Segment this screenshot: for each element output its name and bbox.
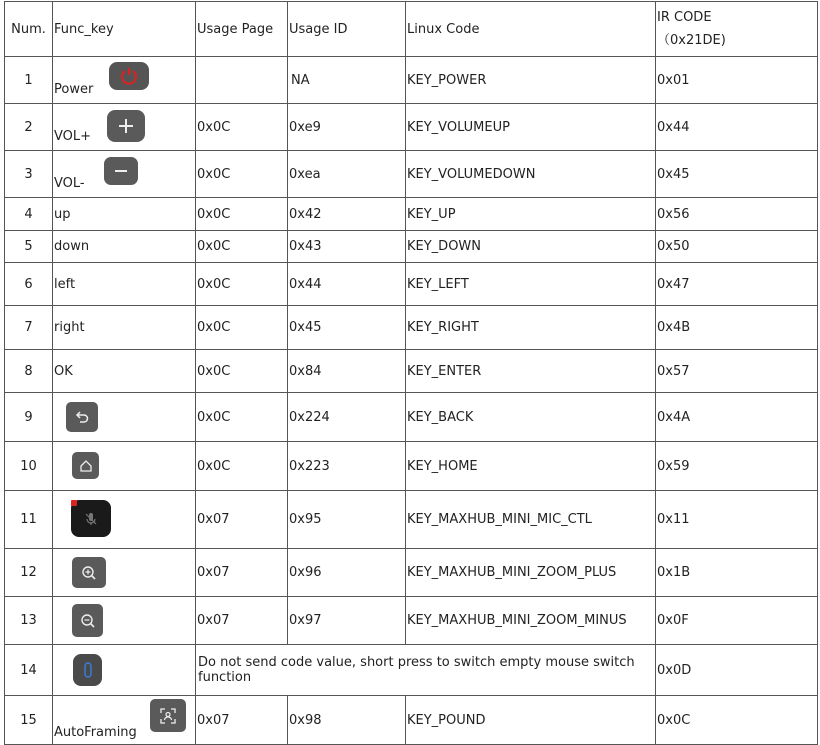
mic-mute-icon (71, 500, 111, 537)
back-icon (66, 402, 98, 432)
usage-id-cell: 0x97 (288, 597, 406, 645)
table-row (5, 442, 818, 491)
ir-code-cell: 0x56 (656, 198, 818, 231)
row-num: 9 (5, 393, 53, 442)
usage-page-cell: 0x07 (196, 549, 288, 597)
func-label: left (53, 263, 196, 306)
table-row (5, 263, 818, 306)
usage-id-cell: 0x84 (288, 350, 406, 393)
usage-id-cell: NA (288, 57, 406, 104)
usage-page-cell: 0x0C (196, 393, 288, 442)
table-row (5, 549, 818, 597)
plus-icon (107, 110, 145, 142)
header-func-key: Func_key (53, 2, 196, 57)
func-key-cell (53, 442, 196, 491)
func-key-cell (53, 696, 196, 745)
func-key-cell (53, 491, 196, 549)
func-label: up (53, 198, 196, 231)
usage-page-cell: 0x0C (196, 263, 288, 306)
func-key-cell (53, 597, 196, 645)
row-num: 10 (5, 442, 53, 491)
usage-id-cell: 0x98 (288, 696, 406, 745)
usage-page-cell: 0x0C (196, 198, 288, 231)
func-label: VOL- (54, 176, 85, 191)
row-num: 14 (5, 645, 53, 696)
zoom-in-icon (72, 557, 106, 588)
func-key-cell (53, 151, 196, 198)
func-key-cell (53, 645, 196, 696)
row-num: 8 (5, 350, 53, 393)
linux-code-cell: KEY_BACK (406, 393, 656, 442)
func-key-cell (53, 549, 196, 597)
key-mapping-table (4, 1, 818, 745)
table-row (5, 231, 818, 263)
header-ir-code (656, 2, 818, 57)
ir-code-cell: 0x0F (656, 597, 818, 645)
usage-page-cell: 0x0C (196, 231, 288, 263)
ir-code-cell: 0x59 (656, 442, 818, 491)
ir-code-cell: 0x57 (656, 350, 818, 393)
ir-code-cell: 0x50 (656, 231, 818, 263)
usage-id-cell: 0xe9 (288, 104, 406, 151)
ir-code-cell: 0x4B (656, 306, 818, 350)
linux-code-cell: KEY_VOLUMEDOWN (406, 151, 656, 198)
row-num: 1 (5, 57, 53, 104)
home-icon (72, 452, 99, 479)
header-usage-id: Usage ID (288, 2, 406, 57)
header-ir-code-line2: （0x21DE) (657, 33, 726, 48)
table-row (5, 645, 818, 696)
usage-id-cell: 0x96 (288, 549, 406, 597)
usage-page-cell: 0x0C (196, 442, 288, 491)
linux-code-cell: KEY_HOME (406, 442, 656, 491)
row-num: 2 (5, 104, 53, 151)
table-row (5, 306, 818, 350)
linux-code-cell: KEY_ENTER (406, 350, 656, 393)
ir-code-cell: 0x01 (656, 57, 818, 104)
linux-code-cell: KEY_POWER (406, 57, 656, 104)
usage-page-cell: 0x07 (196, 491, 288, 549)
usage-id-cell: 0x42 (288, 198, 406, 231)
linux-code-cell: KEY_MAXHUB_MINI_ZOOM_MINUS (406, 597, 656, 645)
func-label: AutoFraming (54, 725, 137, 740)
func-label: Power (54, 82, 94, 97)
mouse-icon (73, 654, 102, 686)
power-icon (109, 62, 149, 90)
func-label: right (53, 306, 196, 350)
usage-id-cell: 0x44 (288, 263, 406, 306)
func-label: OK (53, 350, 196, 393)
usage-id-cell: 0x224 (288, 393, 406, 442)
usage-id-cell: 0xea (288, 151, 406, 198)
table-row (5, 198, 818, 231)
func-key-cell (53, 104, 196, 151)
func-label: VOL+ (54, 129, 92, 144)
func-key-cell (53, 57, 196, 104)
usage-id-cell: 0x43 (288, 231, 406, 263)
table-row (5, 104, 818, 151)
ir-code-cell: 0x44 (656, 104, 818, 151)
linux-code-cell: KEY_MAXHUB_MINI_MIC_CTL (406, 491, 656, 549)
table-row (5, 393, 818, 442)
ir-code-cell: 0x0D (656, 645, 818, 696)
row-num: 5 (5, 231, 53, 263)
usage-page-cell: 0x0C (196, 151, 288, 198)
usage-page-cell: 0x0C (196, 350, 288, 393)
zoom-out-icon (72, 604, 103, 637)
linux-code-cell: KEY_RIGHT (406, 306, 656, 350)
row-num: 15 (5, 696, 53, 745)
minus-icon (104, 157, 138, 185)
row-num: 3 (5, 151, 53, 198)
usage-page-cell: 0x07 (196, 597, 288, 645)
table-row (5, 696, 818, 745)
linux-code-cell: KEY_MAXHUB_MINI_ZOOM_PLUS (406, 549, 656, 597)
ir-code-cell: 0x47 (656, 263, 818, 306)
merged-description: Do not send code value, short press to switch empty mouse switch function (196, 645, 656, 696)
usage-page-cell (196, 57, 288, 104)
table-row (5, 597, 818, 645)
row-num: 12 (5, 549, 53, 597)
header-linux-code: Linux Code (406, 2, 656, 57)
header-num: Num. (5, 2, 53, 57)
usage-page-cell: 0x0C (196, 104, 288, 151)
ir-code-cell: 0x11 (656, 491, 818, 549)
linux-code-cell: KEY_DOWN (406, 231, 656, 263)
func-key-cell (53, 393, 196, 442)
ir-code-cell: 0x1B (656, 549, 818, 597)
usage-id-cell: 0x95 (288, 491, 406, 549)
autoframing-icon (150, 699, 186, 732)
table-row (5, 491, 818, 549)
table-row (5, 57, 818, 104)
linux-code-cell: KEY_UP (406, 198, 656, 231)
usage-id-cell: 0x223 (288, 442, 406, 491)
row-num: 4 (5, 198, 53, 231)
func-label: down (53, 231, 196, 263)
row-num: 13 (5, 597, 53, 645)
mic-indicator-dot (71, 500, 77, 506)
row-num: 6 (5, 263, 53, 306)
ir-code-cell: 0x4A (656, 393, 818, 442)
usage-id-cell: 0x45 (288, 306, 406, 350)
linux-code-cell: KEY_LEFT (406, 263, 656, 306)
ir-code-cell: 0x45 (656, 151, 818, 198)
header-usage-page: Usage Page (196, 2, 288, 57)
header-ir-code-line1: IR CODE (657, 10, 712, 25)
usage-page-cell: 0x0C (196, 306, 288, 350)
linux-code-cell: KEY_POUND (406, 696, 656, 745)
table-row (5, 350, 818, 393)
table-row (5, 151, 818, 198)
row-num: 7 (5, 306, 53, 350)
row-num: 11 (5, 491, 53, 549)
header-row (5, 2, 818, 57)
usage-page-cell: 0x07 (196, 696, 288, 745)
ir-code-cell: 0x0C (656, 696, 818, 745)
linux-code-cell: KEY_VOLUMEUP (406, 104, 656, 151)
